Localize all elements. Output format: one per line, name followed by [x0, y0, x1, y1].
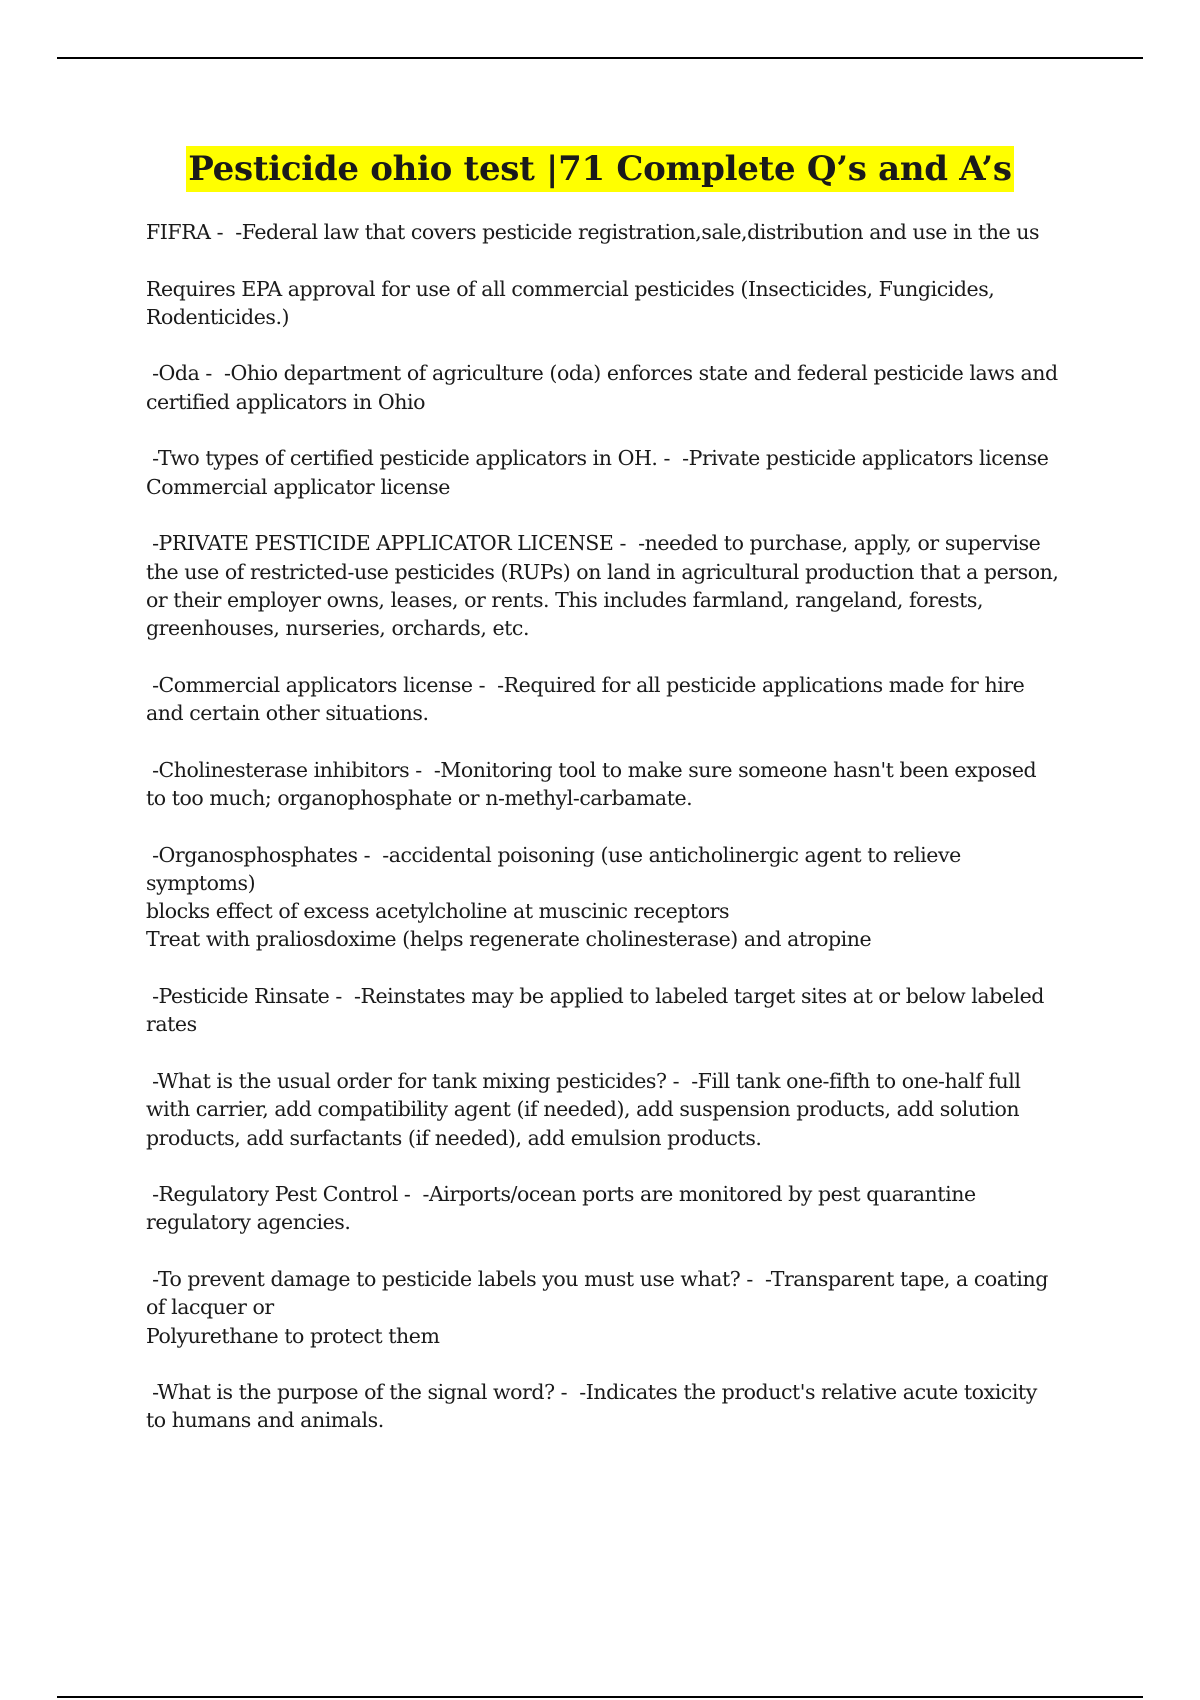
qa-paragraph: Requires EPA approval for use of all commercial pesticides (Insecticides, Fungicides, Rodenticides.) [146, 276, 995, 329]
qa-paragraph: -What is the purpose of the signal word? - -Indicates the product's relative acute toxicity to humans and animals. [146, 1380, 1037, 1433]
qa-paragraph: -PRIVATE PESTICIDE APPLICATOR LICENSE - -needed to purchase, apply, or supervise the use of restricted-use pesticides (RUPs) on land in agricultural production that a person, or their employer owns, leases, or rents. This includes farmland, rangeland, forests, greenhouses, nurseries, orchards, etc. [146, 531, 1059, 641]
qa-paragraph: -Cholinesterase inhibitors - -Monitoring tool to make sure someone hasn't been exposed to too much; organophosphate or n-methyl-carbamate. [146, 757, 1037, 810]
qa-paragraph: -Commercial applicators license - -Required for all pesticide applications made for hire and certain other situations. [146, 672, 1025, 726]
qa-paragraph: FIFRA - -Federal law that covers pesticide registration,sale,distribution and use in the us [146, 220, 1040, 244]
qa-paragraph: -To prevent damage to pesticide labels you must use what? - -Transparent tape, a coating of lacquer or Polyurethane to protect them [146, 1266, 1048, 1348]
qa-paragraph: -What is the usual order for tank mixing pesticides? - -Fill tank one-fifth to one-half full with carrier, add compatibility agent (if needed), add suspension products, add solution products, add surfactants (if needed), add emulsion products. [146, 1068, 1021, 1150]
document-body [146, 218, 1096, 1463]
qa-paragraph: -Pesticide Rinsate - -Reinstates may be applied to labeled target sites at or below labeled rates [146, 984, 1044, 1037]
document-title: Pesticide ohio test |71 Complete Q’s and A’s [186, 146, 1013, 192]
qa-paragraph: -Regulatory Pest Control - -Airports/ocean ports are monitored by pest quarantine regulatory agencies. [146, 1182, 976, 1235]
qa-paragraph: -Organosphosphates - -accidental poisoning (use anticholinergic agent to relieve symptoms) blocks effect of excess acetylcholine at muscinic receptors Treat with praliosdoxime (helps regenerate cholinesterase) and atropine [146, 842, 961, 952]
bottom-rule [57, 1696, 1143, 1698]
title-container [0, 146, 1200, 192]
qa-paragraph: -Oda - -Ohio department of agriculture (oda) enforces state and federal pesticide laws and certified applicators in Ohio [146, 361, 1058, 414]
top-rule [57, 57, 1143, 59]
qa-paragraph: -Two types of certified pesticide applicators in OH. - -Private pesticide applicators license Commercial applicator license [146, 446, 1049, 499]
